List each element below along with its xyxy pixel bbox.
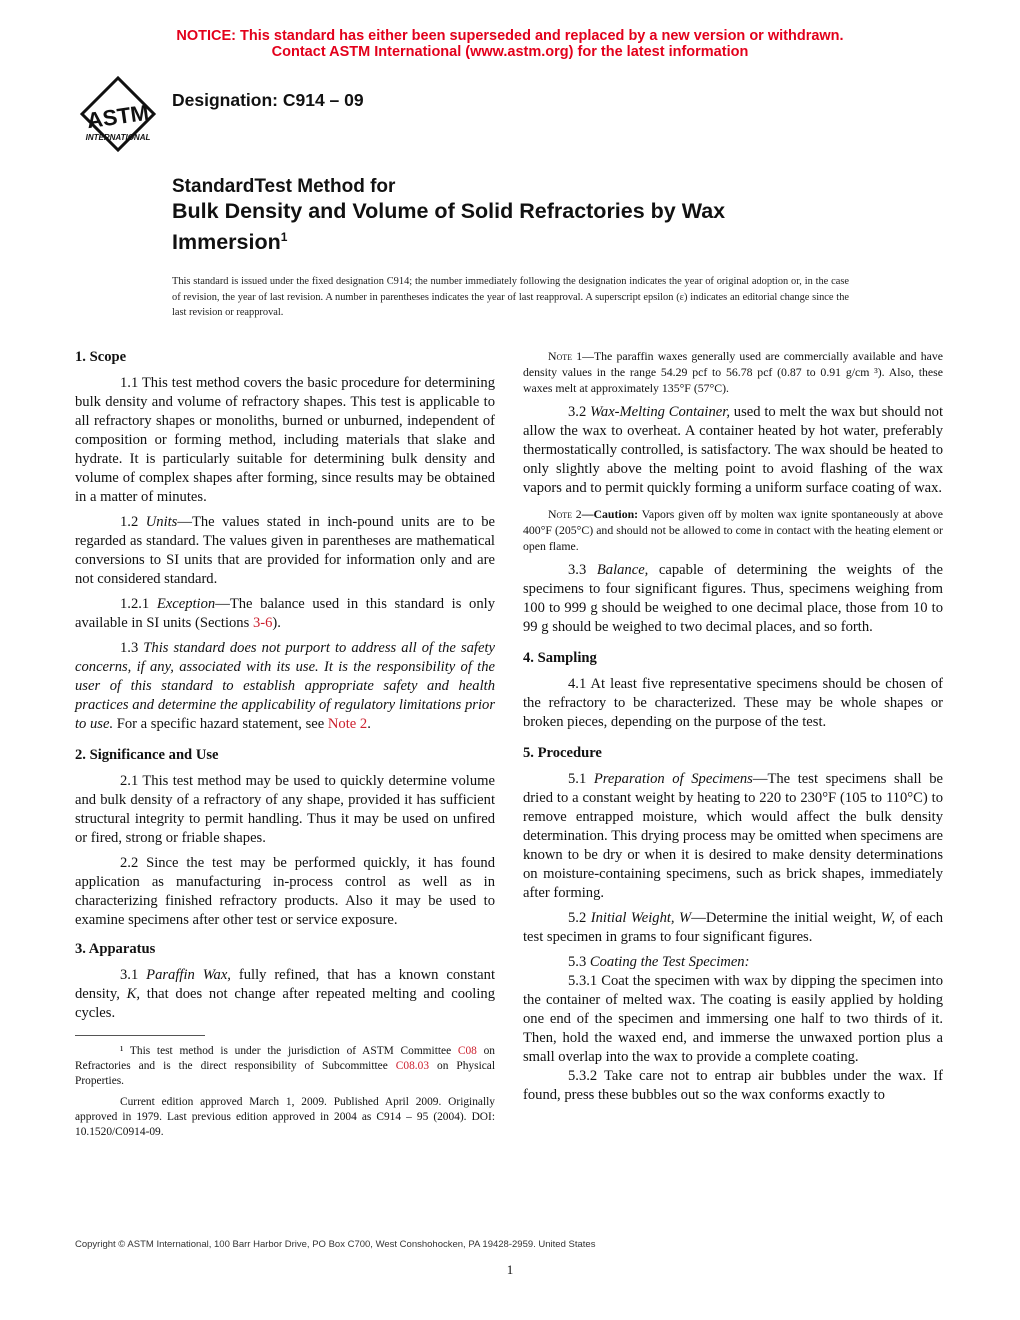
title-line-1: StandardTest Method for xyxy=(172,176,396,197)
para-1-2: 1.2 Units—The values stated in inch-pound units are to be regarded as standard. The values given in parentheses are mathematical conversions to SI units that are provided for information only and are not considered standard. xyxy=(75,514,496,587)
title-line-2 xyxy=(172,198,812,255)
section-3-heading: 3. Apparatus xyxy=(75,941,156,957)
left-column xyxy=(75,348,495,1146)
footnote-2: Current edition approved March 1, 2009. Published April 2009. Originally approved in 1979. Last previous edition approved in 2004 as C914 – 95 (2004). DOI: 10.1520/C0914-09. xyxy=(75,1096,495,1138)
section-4-heading: 4. Sampling xyxy=(523,650,597,666)
para-5-3: 5.3 Coating the Test Specimen: xyxy=(568,954,750,970)
committee-link[interactable]: C08 xyxy=(457,1045,477,1057)
footnote-1: ¹ This test method is under the jurisdiction of ASTM Committee C08 on Refractories and is the direct responsibility of Subcommittee C08.03 on Physical Properties. xyxy=(75,1045,496,1087)
para-2-2: 2.2 Since the test may be performed quickly, it has found application as manufacturing in-process control as well as in characterizing finished refractory products. Also it may be used to examine specimens after other test or service exposure. xyxy=(75,855,495,928)
note-2-link[interactable]: Note 2 xyxy=(327,716,368,732)
title-footnote-mark: 1 xyxy=(280,230,288,244)
para-3-3: 3.3 Balance, capable of determining the weights of the specimens to four significant figures. Thus, specimens weighing from 100 to 999 g should be weighed to one decimal place, those from 10 to 99 g should be weighed to two decimal places, and so forth. xyxy=(523,562,943,635)
para-2-1: 2.1 This test method may be used to quickly determine volume and bulk density of a refractory of any shape, provided it has sufficient structural integrity to permit handling. Thus it may be used on unfired or fired, strong or friable shapes. xyxy=(75,773,495,846)
issuance-statement: This standard is issued under the fixed designation C914; the number immediately following the designation indicates the year of original adoption or, in the case of revision, the year of last revision. A number in parentheses indicates the year of last reapproval. A superscript epsilon (ε) indicates an editorial change since the last revision or reapproval. xyxy=(172,276,849,318)
logo-letters: ASTM xyxy=(85,99,151,134)
title-main: Bulk Density and Volume of Solid Refractories by Wax Immersion xyxy=(172,199,726,255)
notice-line-2: Contact ASTM International (www.astm.org) for the latest information xyxy=(271,44,749,60)
footnote-separator xyxy=(75,1035,205,1036)
para-1-3: 1.3 This standard does not purport to address all of the safety concerns, if any, associated with its use. It is the responsibility of the user of this standard to establish appropriate safety and health practices and determine the applicability of regulatory limitations prior to use. For a specific hazard statement, see Note 2. xyxy=(75,640,495,732)
copyright-footer: Copyright © ASTM International, 100 Barr Harbor Drive, PO Box C700, West Conshohocken, PA 19428-2959. United States xyxy=(75,1239,596,1250)
note-2: Note 2—Caution: Vapors given off by molten wax ignite spontaneously at above 400°F (205°C) and should not be allowed to come in contact with the heating element or open flame. xyxy=(523,507,944,553)
para-5-1: 5.1 Preparation of Specimens—The test specimens shall be dried to a constant weight by heating to 220 to 230°F (105 to 110°C) to remove entrapped moisture, which would affect the bulk density determination. This drying process may be omitted when specimens are known to be dry or when it is desired to make density determinations on moisture-containing specimens, such as brick shapes, immediately after forming. xyxy=(523,771,943,901)
para-5-3-1: 5.3.1 Coat the specimen with wax by dipping the specimen into the container of melted wax. The coating is easily applied by holding one end of the specimen and immersing one half to two thirds of it. Then, hold the waxed end, and immerse the unwaxed portion plus a small overlap into the wax to provide a complete coating. xyxy=(523,973,943,1065)
para-3-1: 3.1 Paraffin Wax, fully refined, that has a known constant density, K, that does not change after repeated melting and cooling cycles. xyxy=(75,967,495,1021)
para-5-2: 5.2 Initial Weight, W—Determine the initial weight, W, of each test specimen in grams to four significant figures. xyxy=(523,910,944,945)
document-title xyxy=(172,176,812,255)
para-5-3-2: 5.3.2 Take care not to entrap air bubbles under the wax. If found, press these bubbles out so the wax conforms exactly to xyxy=(523,1068,943,1103)
para-4-1: 4.1 At least five representative specimens should be chosen of the refractory to be characterized. These may be whole shapes or broken pieces, depending on the purpose of the test. xyxy=(523,676,943,730)
para-3-2: 3.2 Wax-Melting Container, used to melt the wax but should not allow the wax to overheat. A container heated by hot water, preferably thermostatically controlled, is satisfactory. The wax should be heated to only slightly above the melting point to avoid flashing of the wax vapors and to permit quickly forming a uniform surface coating of wax. xyxy=(523,404,943,496)
para-1-1: 1.1 This test method covers the basic procedure for determining bulk density and volume of refractory shapes. This test is applicable to all refractory shapes or monoliths, burned or unburned, independent of composition or forming method, including materials that slake and hydrate. It is particularly suitable for determining bulk density and volume of complex shapes after forming, since results may be obtained in a matter of minutes. xyxy=(75,375,495,505)
withdrawal-notice xyxy=(0,28,1020,60)
section-2-heading: 2. Significance and Use xyxy=(75,747,219,763)
section-5-heading: 5. Procedure xyxy=(523,745,602,761)
designation: Designation: C914 – 09 xyxy=(172,90,364,110)
para-1-2-1: 1.2.1 Exception—The balance used in this standard is only available in SI units (Sections 3-6). xyxy=(75,596,495,631)
right-column xyxy=(523,348,943,1105)
astm-logo xyxy=(72,72,164,152)
note-1: Note 1—The paraffin waxes generally used are commercially available and have density values in the range 54.29 pcf to 56.78 pcf (0.87 to 0.91 g/cm ³). Also, these waxes melt at approximately 135°F (57°C). xyxy=(523,349,944,395)
page-number: 1 xyxy=(506,1262,514,1277)
section-1-heading: 1. Scope xyxy=(75,349,127,365)
notice-line-1: NOTICE: This standard has either been superseded and replaced by a new version or withdrawn. xyxy=(176,28,844,44)
logo-caption: INTERNATIONAL xyxy=(85,133,151,142)
sections-link[interactable]: 3-6 xyxy=(252,615,273,631)
subcommittee-link[interactable]: C08.03 xyxy=(395,1060,430,1072)
